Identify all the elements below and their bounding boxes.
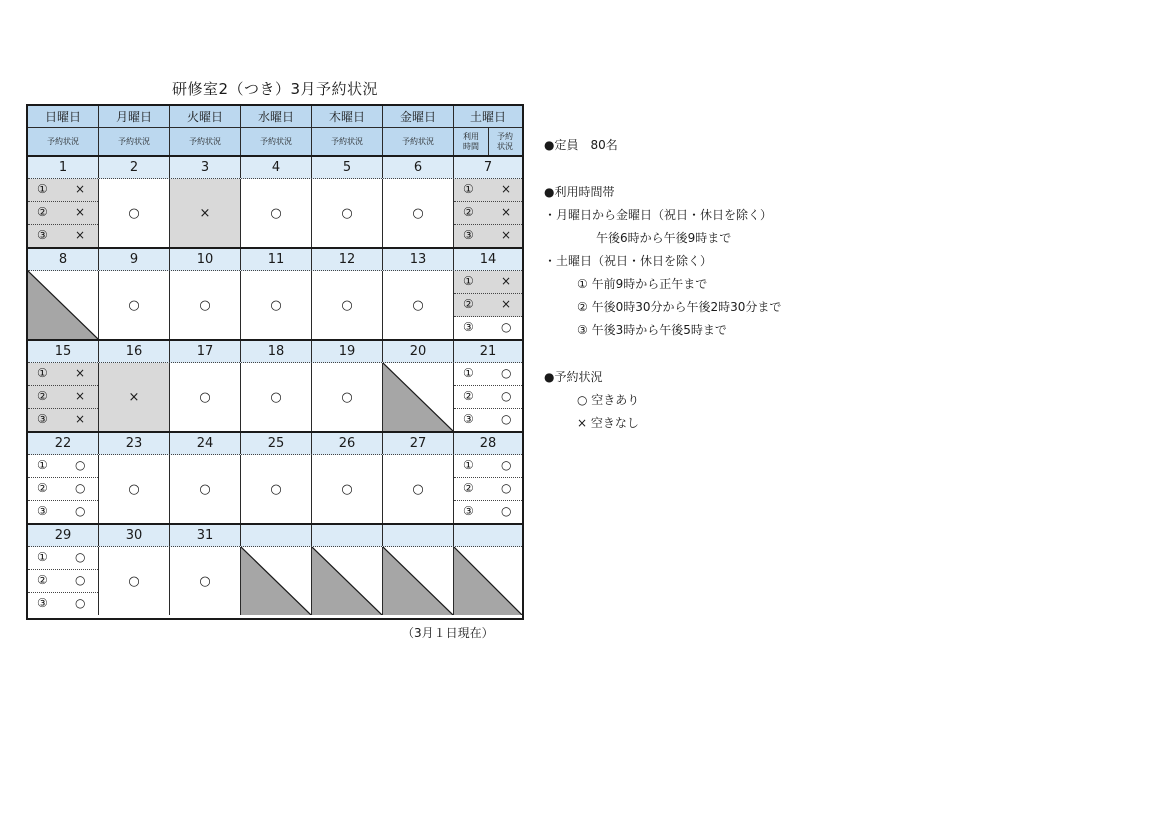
available-mark: ○	[199, 481, 211, 497]
available-mark: ○	[75, 573, 86, 587]
available-mark: ○	[128, 297, 140, 313]
weekday-5: 木曜日	[312, 106, 383, 127]
closed-day	[312, 547, 382, 615]
sat-slot-3: ③ 午後3時から午後5時まで	[577, 323, 727, 337]
day-number: 26	[312, 433, 383, 454]
full-mark: ×	[501, 274, 512, 288]
day-number: 20	[383, 341, 454, 362]
day-cell	[383, 363, 454, 431]
time-slot-2	[454, 294, 522, 317]
weekday-3: 火曜日	[170, 106, 241, 127]
day-number: 31	[170, 525, 241, 546]
available-mark: ○	[128, 205, 140, 221]
day-cell	[312, 547, 383, 615]
slot-list	[28, 547, 98, 615]
slot-list	[454, 455, 522, 523]
available-mark: ○	[75, 458, 86, 472]
time-slot-3	[28, 593, 98, 615]
day-number	[241, 525, 312, 546]
full-mark: ×	[75, 412, 86, 426]
week-2-body	[28, 271, 522, 341]
full-mark: ×	[75, 228, 86, 242]
closed-day	[28, 271, 98, 339]
available-mark: ○	[501, 320, 512, 334]
day-number	[454, 525, 522, 546]
day-cell	[241, 547, 312, 615]
week-5-body	[28, 547, 522, 615]
time-slot-3	[454, 409, 522, 431]
day-cell	[170, 363, 241, 431]
slot-number: ②	[37, 481, 48, 495]
full-mark: ×	[199, 205, 211, 221]
slot-number: ③	[37, 412, 48, 426]
closed-day	[454, 547, 522, 615]
available-mark: ○	[270, 389, 282, 405]
day-cell	[99, 455, 170, 523]
day-number: 30	[99, 525, 170, 546]
day-cell	[312, 455, 383, 523]
available-mark: ○	[128, 573, 140, 589]
day-cell	[241, 271, 312, 339]
slot-number: ①	[463, 182, 474, 196]
day-cell	[28, 547, 99, 615]
legend-full: × 空きなし	[577, 416, 639, 430]
time-slot-1	[454, 271, 522, 294]
time-slot-2	[454, 478, 522, 501]
slot-list	[454, 363, 522, 431]
day-number: 1	[28, 157, 99, 178]
day-cell	[28, 363, 99, 431]
weekday-7: 土曜日	[469, 110, 506, 124]
time-slot-1	[454, 179, 522, 202]
weekday-4: 水曜日	[241, 106, 312, 127]
slot-list	[28, 363, 98, 431]
page-title: 研修室2（つき）3月予約状況	[171, 80, 379, 98]
status-header-3: 予約状況	[170, 128, 241, 155]
available-mark: ○	[199, 297, 211, 313]
full-mark: ×	[501, 205, 512, 219]
available-mark: ○	[75, 550, 86, 564]
capacity-text: ●定員 80名	[544, 138, 618, 152]
day-cell	[454, 547, 522, 615]
day-number: 29	[28, 525, 99, 546]
weekday-2: 月曜日	[99, 106, 170, 127]
saturday-line: ・土曜日（祝日・休日を除く）	[544, 254, 713, 268]
time-slot-1	[454, 455, 522, 478]
day-number: 22	[28, 433, 99, 454]
time-slot-2	[454, 202, 522, 225]
full-mark: ×	[501, 228, 512, 242]
available-mark: ○	[501, 504, 512, 518]
slot-number: ①	[463, 458, 474, 472]
weekday-6: 金曜日	[383, 106, 454, 127]
day-number: 11	[241, 249, 312, 270]
day-cell	[383, 271, 454, 339]
available-mark: ○	[270, 205, 282, 221]
slot-number: ①	[37, 182, 48, 196]
day-cell	[99, 547, 170, 615]
slot-number: ②	[463, 297, 474, 311]
full-mark: ×	[75, 182, 86, 196]
status-header-7	[454, 128, 522, 155]
day-number: 5	[312, 157, 383, 178]
day-cell	[454, 363, 522, 431]
day-cell	[383, 547, 454, 615]
day-number: 13	[383, 249, 454, 270]
slot-number: ①	[463, 274, 474, 288]
time-slot-1	[28, 455, 98, 478]
day-cell	[28, 179, 99, 247]
slot-number: ②	[37, 389, 48, 403]
time-slot-3	[28, 501, 98, 523]
day-number: 14	[479, 252, 497, 267]
day-number: 18	[241, 341, 312, 362]
full-mark: ×	[128, 389, 140, 405]
day-number: 21	[479, 344, 497, 359]
day-cell	[454, 179, 522, 247]
weekday-header-row	[28, 106, 522, 128]
slot-number: ①	[37, 550, 48, 564]
day-cell	[170, 179, 241, 247]
available-mark: ○	[341, 205, 353, 221]
day-cell	[454, 271, 522, 339]
day-cell	[170, 455, 241, 523]
day-cell	[454, 455, 522, 523]
slot-number: ②	[463, 205, 474, 219]
slot-number: ①	[37, 458, 48, 472]
time-slot-2	[28, 386, 98, 409]
available-mark: ○	[199, 573, 211, 589]
full-mark: ×	[75, 389, 86, 403]
slot-number: ③	[463, 412, 474, 426]
day-number: 17	[170, 341, 241, 362]
time-slot-3	[28, 225, 98, 247]
day-cell	[312, 179, 383, 247]
slot-number: ③	[37, 504, 48, 518]
weekday-hours: 午後6時から午後9時まで	[596, 231, 732, 245]
hours-heading: ●利用時間帯	[544, 185, 615, 199]
available-mark: ○	[270, 297, 282, 313]
available-mark: ○	[341, 389, 353, 405]
available-mark: ○	[341, 297, 353, 313]
day-number: 28	[479, 436, 497, 451]
available-mark: ○	[501, 481, 512, 495]
day-cell	[28, 455, 99, 523]
day-cell	[170, 271, 241, 339]
closed-day	[383, 363, 453, 431]
day-number: 10	[170, 249, 241, 270]
available-mark: ○	[128, 481, 140, 497]
slot-number: ③	[463, 504, 474, 518]
day-number: 19	[312, 341, 383, 362]
available-mark: ○	[75, 481, 86, 495]
week-3-body	[28, 363, 522, 433]
slot-number: ③	[37, 228, 48, 242]
available-mark: ○	[75, 504, 86, 518]
day-cell	[312, 271, 383, 339]
available-mark: ○	[501, 389, 512, 403]
slot-number: ②	[37, 205, 48, 219]
slot-list	[454, 271, 522, 339]
weekday-line: ・月曜日から金曜日（祝日・休日を除く）	[544, 208, 773, 222]
day-cell	[241, 455, 312, 523]
slot-number: ②	[37, 573, 48, 587]
full-mark: ×	[501, 182, 512, 196]
date-row-week-4	[28, 433, 522, 455]
day-number: 15	[28, 341, 99, 362]
day-number	[383, 525, 454, 546]
day-number: 3	[170, 157, 241, 178]
time-slot-1	[28, 363, 98, 386]
date-row-week-3	[28, 341, 522, 363]
slot-number: ①	[37, 366, 48, 380]
as-of-date: （3月１日現在）	[402, 626, 494, 640]
week-4-body	[28, 455, 522, 525]
available-mark: ○	[75, 596, 86, 610]
time-slot-3	[454, 317, 522, 339]
day-number: 9	[99, 249, 170, 270]
available-mark: ○	[412, 297, 424, 313]
time-slot-3	[28, 409, 98, 431]
reservation-calendar	[26, 104, 524, 620]
time-slot-1	[28, 179, 98, 202]
status-heading: ●予約状況	[544, 370, 603, 384]
day-number: 6	[383, 157, 454, 178]
time-slot-2	[28, 570, 98, 593]
day-cell	[312, 363, 383, 431]
time-slot-3	[454, 501, 522, 523]
day-cell	[99, 179, 170, 247]
time-slot-3	[454, 225, 522, 247]
slot-number: ③	[463, 228, 474, 242]
slot-list	[454, 179, 522, 247]
status-header-2: 予約状況	[99, 128, 170, 155]
sat-status-header: 予約 状況	[497, 131, 513, 151]
time-slot-2	[28, 202, 98, 225]
day-number: 2	[99, 157, 170, 178]
available-mark: ○	[199, 389, 211, 405]
available-mark: ○	[412, 481, 424, 497]
legend-available: ○ 空きあり	[577, 393, 640, 407]
day-number: 24	[170, 433, 241, 454]
day-number: 27	[383, 433, 454, 454]
available-mark: ○	[412, 205, 424, 221]
day-number: 7	[483, 160, 493, 175]
available-mark: ○	[270, 481, 282, 497]
full-mark: ×	[75, 366, 86, 380]
day-number: 12	[312, 249, 383, 270]
day-cell	[99, 271, 170, 339]
time-slot-2	[454, 386, 522, 409]
full-mark: ×	[75, 205, 86, 219]
day-number: 16	[99, 341, 170, 362]
day-cell	[170, 547, 241, 615]
slot-number: ②	[463, 481, 474, 495]
day-number: 25	[241, 433, 312, 454]
full-mark: ×	[501, 297, 512, 311]
time-slot-2	[28, 478, 98, 501]
available-mark: ○	[501, 366, 512, 380]
weekday-1: 日曜日	[28, 106, 99, 127]
day-number: 23	[99, 433, 170, 454]
status-header-6: 予約状況	[383, 128, 454, 155]
day-cell	[241, 363, 312, 431]
slot-number: ②	[463, 389, 474, 403]
status-header-5: 予約状況	[312, 128, 383, 155]
day-number: 8	[28, 249, 99, 270]
status-header-1: 予約状況	[28, 128, 99, 155]
day-cell	[28, 271, 99, 339]
day-number	[312, 525, 383, 546]
slot-number: ③	[37, 596, 48, 610]
time-slot-1	[28, 547, 98, 570]
date-row-week-5	[28, 525, 522, 547]
day-cell	[383, 455, 454, 523]
day-cell	[99, 363, 170, 431]
sat-slot-1: ① 午前9時から正午まで	[577, 277, 708, 291]
day-number: 4	[241, 157, 312, 178]
day-cell	[241, 179, 312, 247]
slot-number: ①	[463, 366, 474, 380]
available-mark: ○	[341, 481, 353, 497]
date-row-week-2	[28, 249, 522, 271]
sat-time-header: 利用 時間	[454, 128, 489, 155]
slot-number: ③	[463, 320, 474, 334]
status-header-row	[28, 128, 522, 157]
slot-list	[28, 455, 98, 523]
week-1-body	[28, 179, 522, 249]
time-slot-1	[454, 363, 522, 386]
available-mark: ○	[501, 412, 512, 426]
sat-slot-2: ② 午後0時30分から午後2時30分まで	[577, 300, 782, 314]
slot-list	[28, 179, 98, 247]
status-header-4: 予約状況	[241, 128, 312, 155]
date-row-week-1	[28, 157, 522, 179]
closed-day	[383, 547, 453, 615]
closed-day	[241, 547, 311, 615]
available-mark: ○	[501, 458, 512, 472]
day-cell	[383, 179, 454, 247]
